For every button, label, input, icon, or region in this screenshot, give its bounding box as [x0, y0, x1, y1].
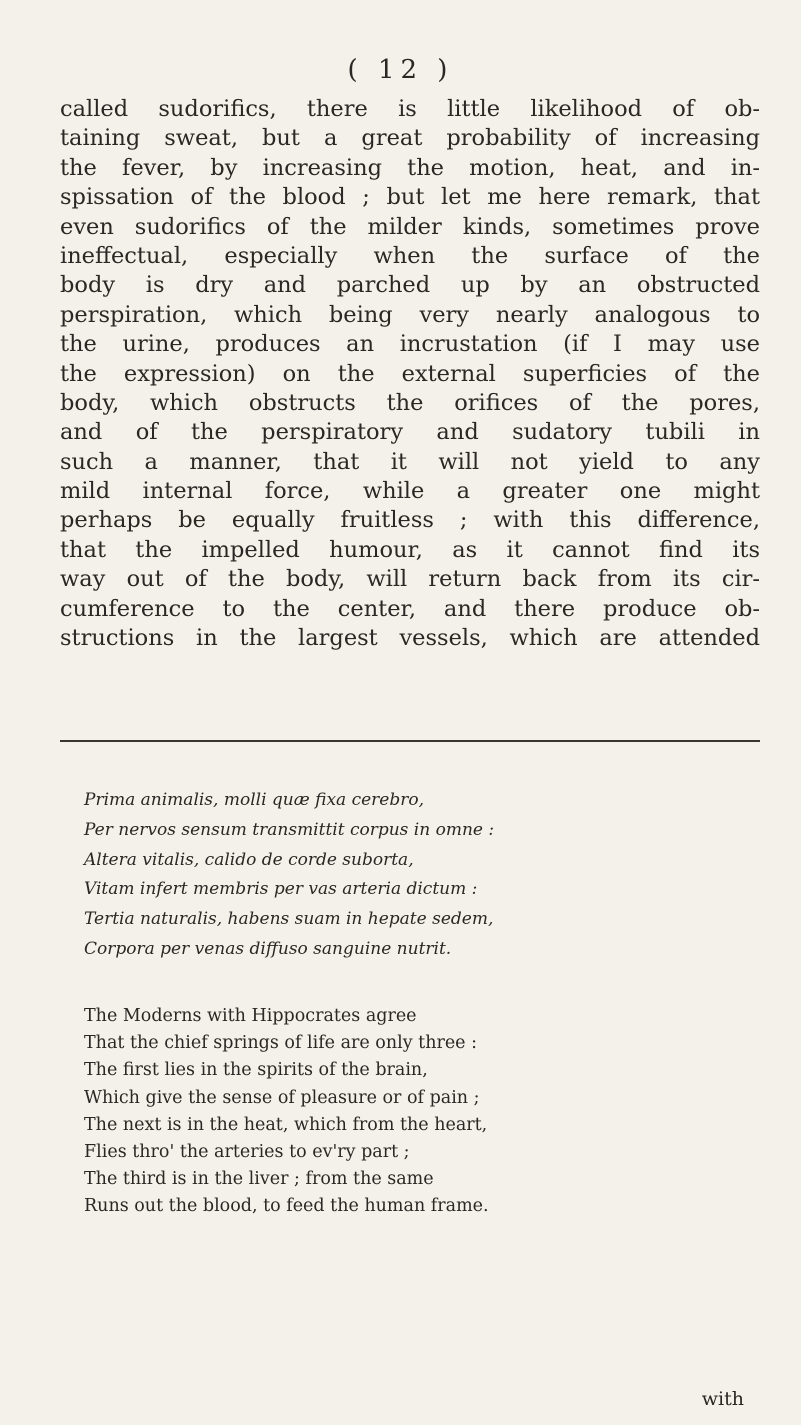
verse-line: The next is in the heat, which from the heart,: [84, 1114, 488, 1135]
body-line: that the impelled humour, as it cannot find its: [60, 536, 760, 563]
body-line: the expression) on the external superficies of the: [60, 360, 760, 387]
latin-line: Vitam infert membris per vas arteria dictum :: [84, 879, 478, 900]
body-line: even sudorifics of the milder kinds, sometimes prove: [60, 213, 760, 240]
body-line: and of the perspiratory and sudatory tubili in: [60, 419, 760, 446]
body-line: called sudorifics, there is little likelihood of ob-: [60, 96, 760, 122]
body-line: structions in the largest vessels, which are attended: [60, 625, 760, 652]
catchword: with: [701, 1388, 744, 1410]
body-line: taining sweat, but a great probability of increasing: [60, 125, 760, 152]
verse-line: The third is in the liver ; from the same: [84, 1169, 434, 1190]
footnote-divider: [60, 740, 760, 742]
latin-quotation: [84, 786, 744, 965]
latin-line: Corpora per venas diffuso sanguine nutrit.: [84, 938, 452, 959]
verse-line: Flies thro' the arteries to ev'ry part ;: [84, 1142, 410, 1163]
body-line: body is dry and parched up by an obstructed: [60, 272, 760, 299]
latin-line: Per nervos sensum transmittit corpus in omne :: [84, 819, 495, 840]
page-number: ( 12 ): [347, 55, 454, 85]
body-line: perhaps be equally fruitless ; with this difference,: [60, 507, 760, 534]
body-line: ineffectual, especially when the surface of the: [60, 242, 760, 269]
body-text: [60, 95, 760, 653]
verse-line: Which give the sense of pleasure or of pain ;: [84, 1087, 480, 1108]
body-line: the fever, by increasing the motion, heat, and in-: [60, 154, 760, 181]
english-verse: [84, 1003, 764, 1221]
verse-line: Runs out the blood, to feed the human frame.: [84, 1196, 489, 1217]
latin-line: Tertia naturalis, habens suam in hepate sedem,: [84, 909, 494, 930]
body-line: spissation of the blood ; but let me here remark, that: [60, 184, 760, 211]
body-line: the urine, produces an incrustation (if I may use: [60, 331, 760, 358]
verse-line: The first lies in the spirits of the brain,: [84, 1060, 428, 1081]
body-line: mild internal force, while a greater one might: [60, 478, 760, 505]
verse-line: That the chief springs of life are only three :: [84, 1033, 477, 1054]
body-line: cumference to the center, and there produce ob-: [60, 595, 760, 622]
body-line: way out of the body, will return back from its cir-: [60, 566, 760, 593]
body-line: such a manner, that it will not yield to any: [60, 448, 760, 475]
latin-line: Altera vitalis, calido de corde suborta,: [84, 849, 414, 870]
body-line: perspiration, which being very nearly analogous to: [60, 301, 760, 328]
body-line: body, which obstructs the orifices of the pores,: [60, 389, 760, 416]
verse-line: The Moderns with Hippocrates agree: [84, 1006, 417, 1026]
latin-line: Prima animalis, molli quæ fixa cerebro,: [84, 790, 425, 810]
